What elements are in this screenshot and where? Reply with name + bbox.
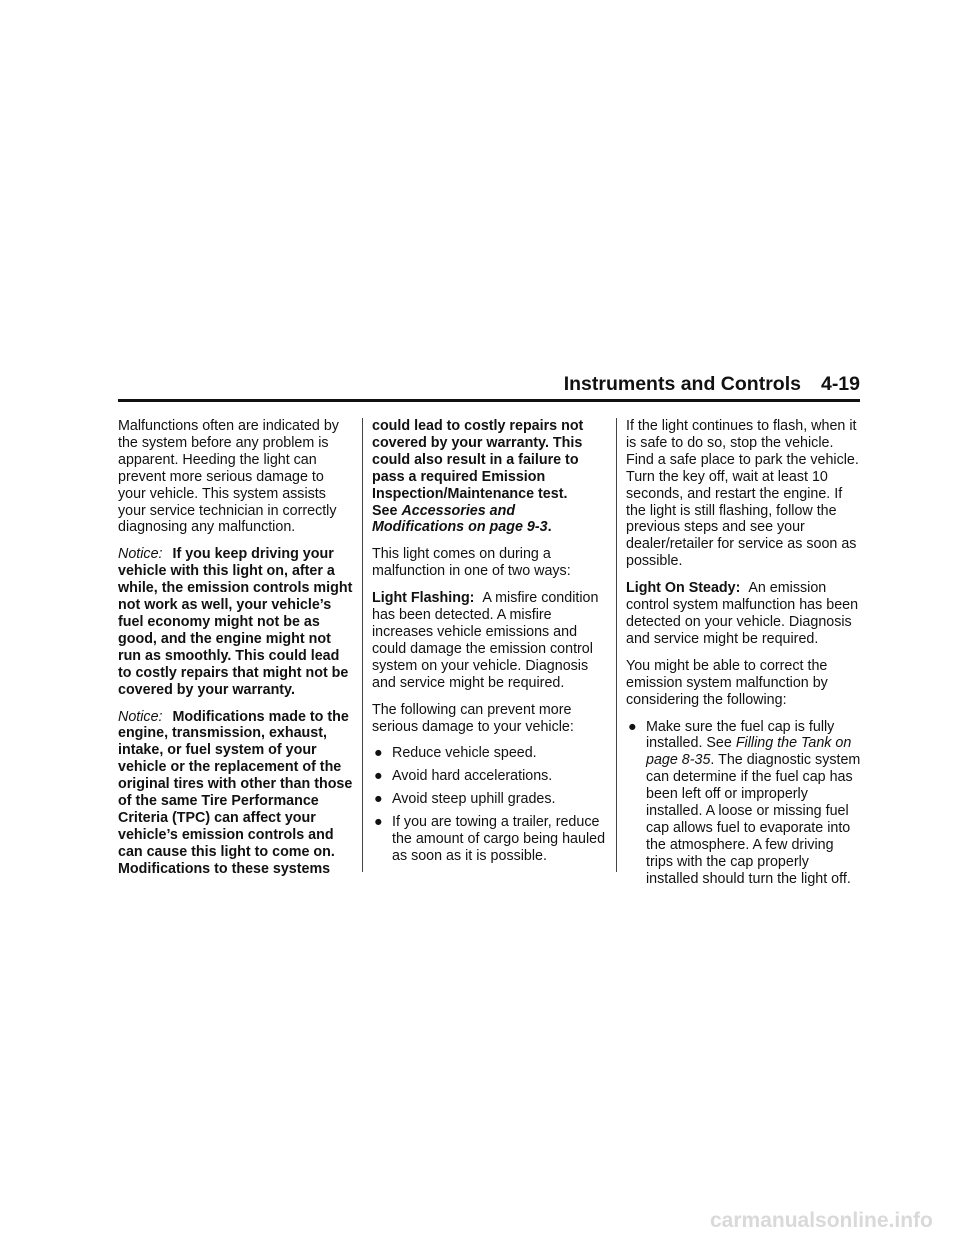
list-item: ● Avoid hard accelerations. — [374, 768, 553, 785]
list-item: ● Make sure the fuel cap is fully installed. See Filling the Tank on page 8-35. The diagnostic system can determine if the fuel cap has been left off or improperly installed. A loose or missing fuel cap allows fuel to evaporate into the atmosphere. A few driving trips with the cap properly installed should turn the light off. — [628, 718, 861, 887]
page-header — [118, 373, 860, 396]
bullet-icon: ● — [374, 768, 383, 785]
section-title: Instruments and Controls — [563, 373, 801, 395]
bullet-icon: ● — [628, 718, 637, 735]
paragraph-light-steady: Light On Steady: An emission control system malfunction has been detected on your vehicle. Diagnosis and service might be required. — [626, 580, 859, 647]
paragraph-correct-malfunction: You might be able to correct the emission system malfunction by considering the following: — [626, 657, 828, 708]
list-item: ● If you are towing a trailer, reduce the amount of cargo being hauled as soon as it is possible. — [374, 814, 606, 864]
column-3 — [626, 418, 862, 894]
watermark: carmanualsonline.info — [710, 1209, 933, 1232]
paragraph-continues-flash: If the light continues to flash, when it is safe to do so, stop the vehicle. Find a safe place to park the vehicle. Turn the key off, wait at least 10 seconds, and restart the engine. If the light is still flashing, follow the previous steps and see your dealer/retailer for service as soon as possible. — [626, 418, 859, 570]
bullet-icon: ● — [374, 814, 383, 831]
list-item: ● Avoid steep uphill grades. — [374, 791, 556, 808]
notice-text: Modifications made to the engine, transmission, exhaust, intake, or fuel system of your vehicle or the replacement of the original tires with other than those of the same Tire Performance Criteria (TPC) can affect your vehicle’s emission controls and can cause this light to come on. Modifications to these systems — [118, 708, 353, 877]
column-divider — [616, 418, 617, 872]
bullet-icon: ● — [374, 791, 383, 808]
bullet-list — [372, 745, 606, 864]
notice-emission — [118, 546, 353, 698]
header-rule — [118, 399, 860, 402]
term-label: Light On Steady: — [626, 580, 741, 597]
paragraph-two-ways: This light comes on during a malfunction in one of two ways: — [372, 546, 571, 580]
notice-label: Notice: — [118, 546, 163, 563]
paragraph-light-flashing: Light Flashing: A misfire condition has been detected. A misfire increases vehicle emissions and could damage the emission control system on your vehicle. Diagnosis and service might be required. — [372, 590, 599, 691]
bullet-list — [626, 719, 862, 888]
cross-reference-link[interactable]: Accessories and Modifications on page 9-3 — [372, 502, 548, 536]
notice-continued: could lead to costly repairs not covered by your warranty. This could also result in a failure to pass a required Emission Inspection/Maintenance test. See Accessories and Modifications on page 9-3. — [372, 418, 584, 536]
bullet-icon: ● — [374, 745, 383, 762]
column-divider — [362, 418, 363, 872]
notice-modifications — [118, 709, 353, 878]
cross-reference-link[interactable]: Filling the Tank on page 8-35 — [646, 735, 852, 769]
term-label: Light Flashing: — [372, 590, 475, 607]
paragraph-prevent-damage: The following can prevent more serious damage to your vehicle: — [372, 701, 574, 735]
list-item: ● Reduce vehicle speed. — [374, 745, 537, 762]
notice-label: Notice: — [118, 708, 163, 725]
page-number: 4-19 — [820, 373, 860, 395]
column-2 — [372, 418, 606, 871]
paragraph-malfunctions: Malfunctions often are indicated by the system before any problem is apparent. Heeding the light can prevent more serious damage to your vehicle. This system assists your service technician in correctly diagnosing any malfunction. — [118, 418, 339, 536]
column-1 — [118, 418, 353, 888]
notice-text: If you keep driving your vehicle with this light on, after a while, the emission controls might not work as well, your vehicle’s fuel economy might not be as good, and the engine might not run as smoothly. This could lead to costly repairs that might not be covered by your warranty. — [118, 546, 353, 698]
